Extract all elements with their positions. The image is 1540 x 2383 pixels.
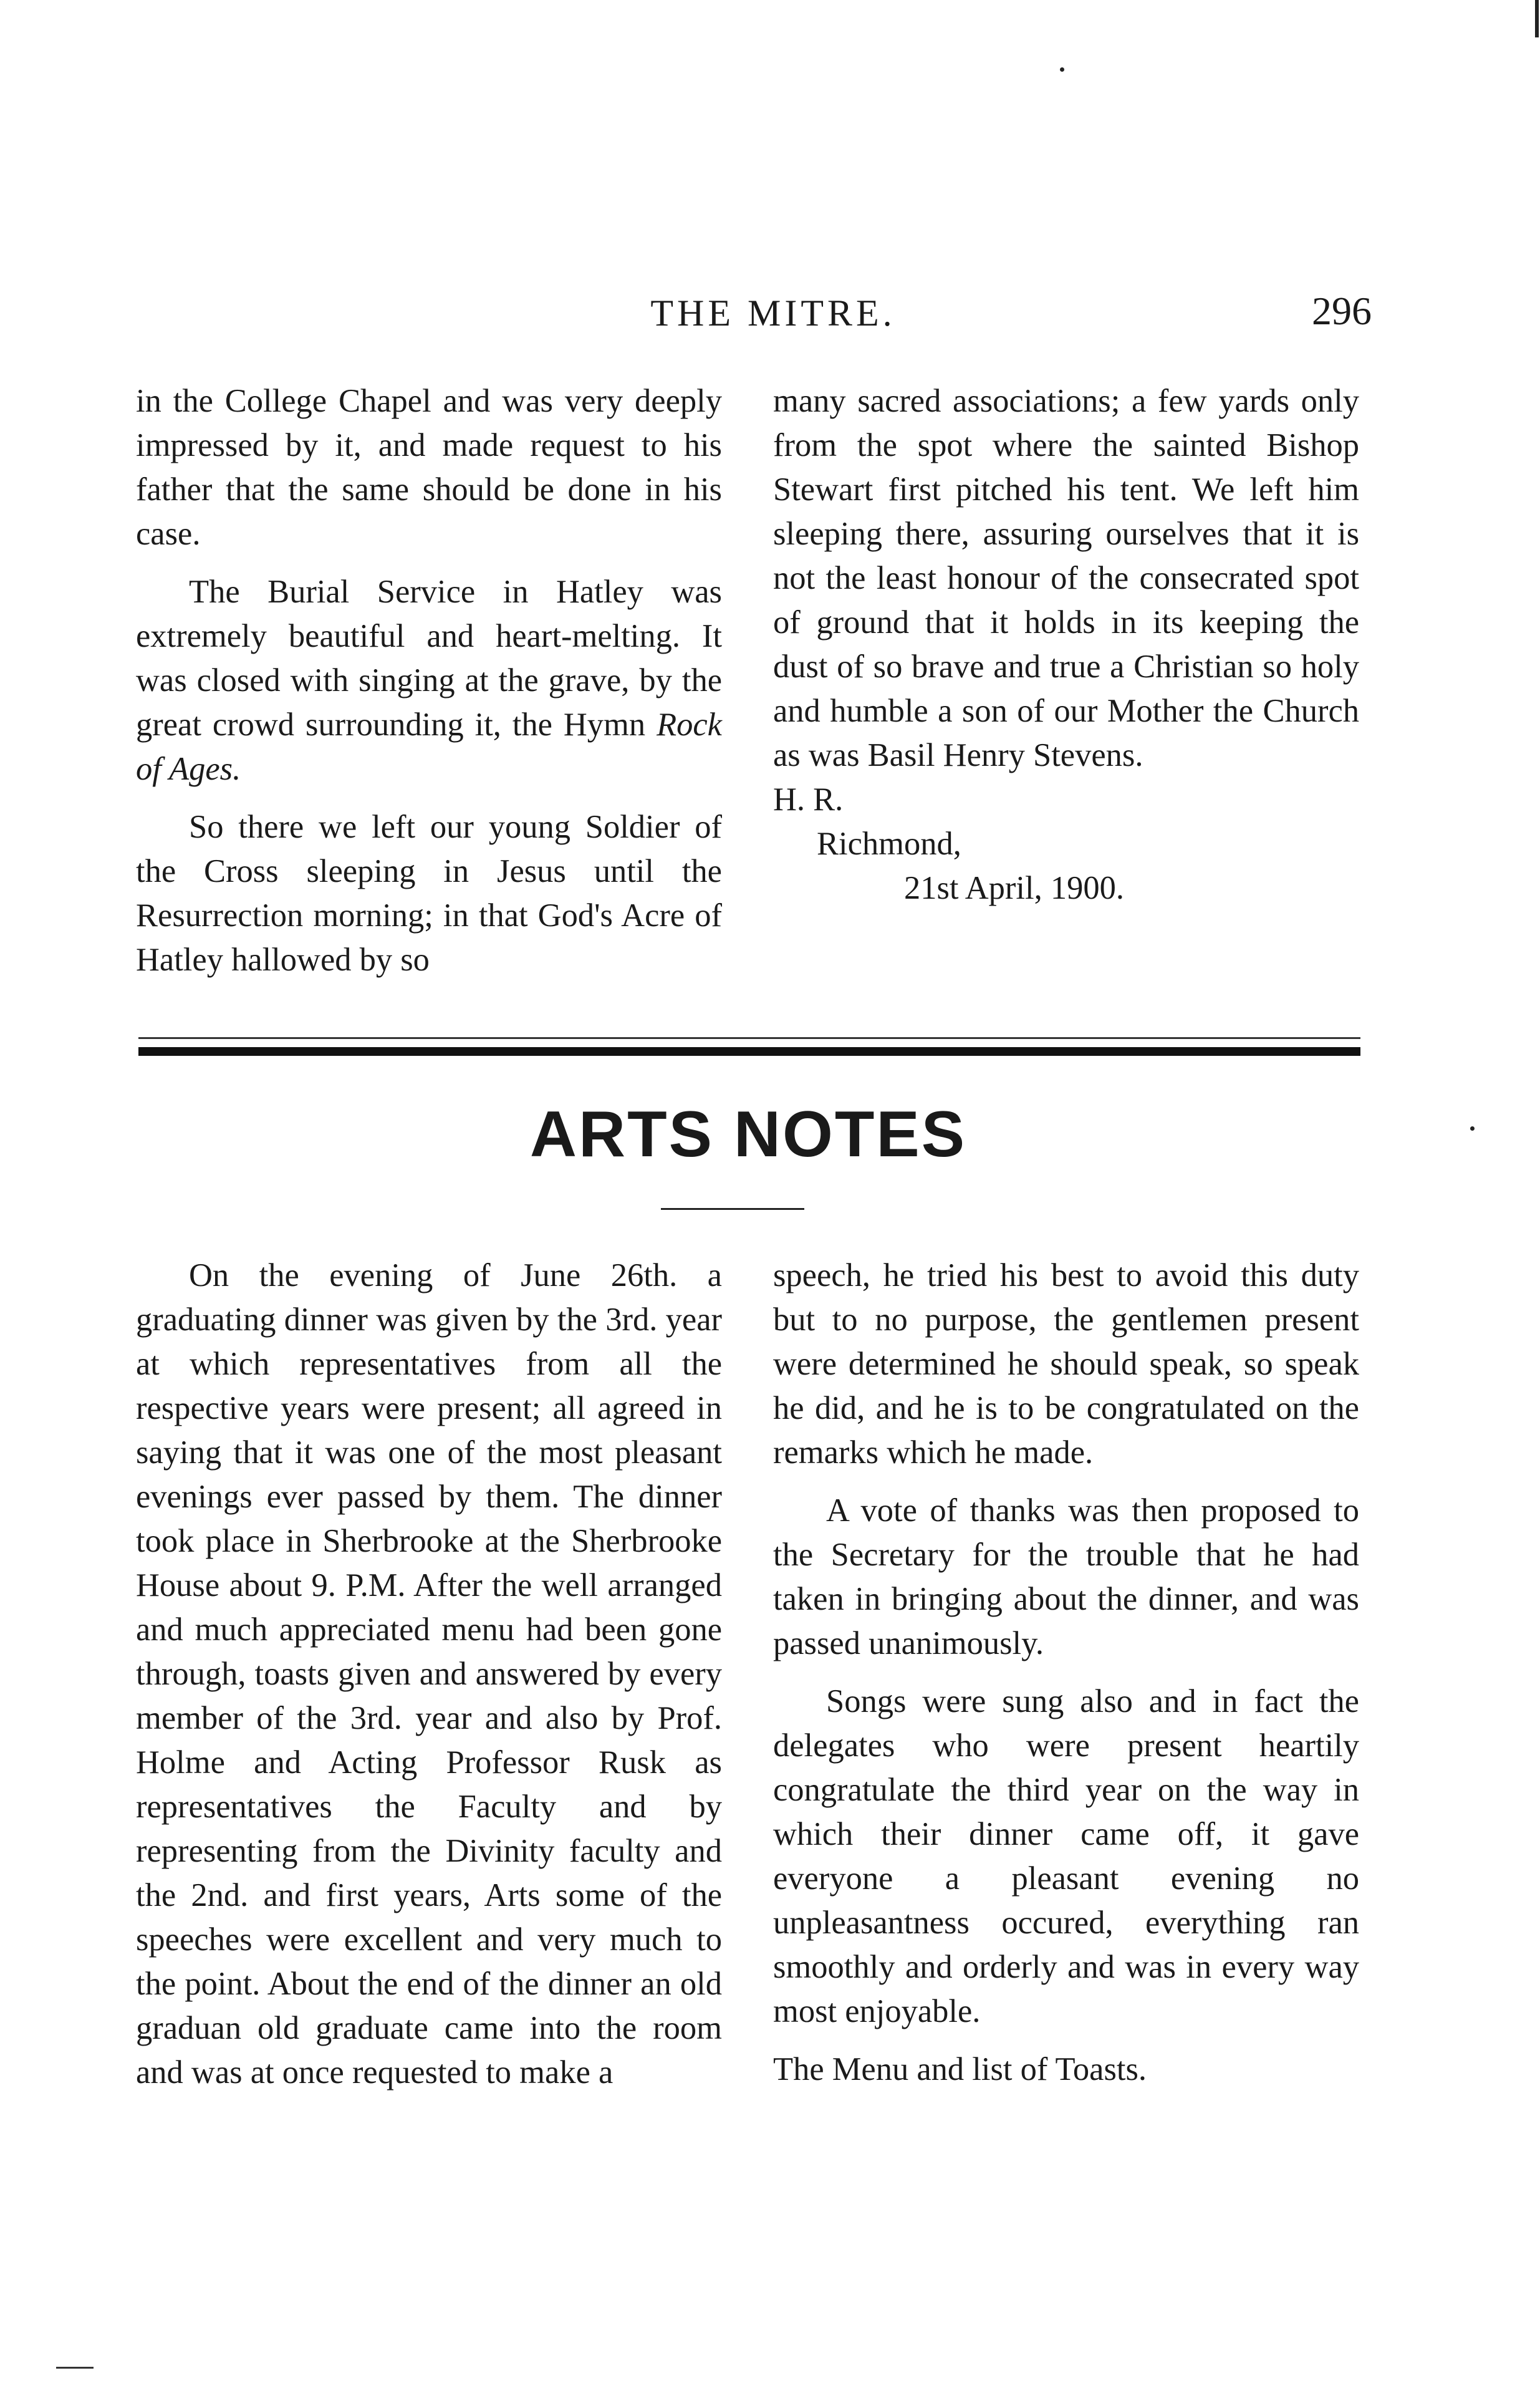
running-header: THE MITRE. (650, 292, 896, 334)
obituary-paragraph-2 (136, 570, 722, 791)
scan-speck (1060, 67, 1064, 72)
arts-notes-left-column (136, 1254, 722, 2095)
page-number: 296 (1312, 289, 1372, 333)
arts-notes-paragraph-1: On the evening of June 26th. a graduating dinner was given by the 3rd. year at which representatives from all the respective years were present; all agreed in saying that it was one of the most pleasant evenings ever passed by them. The dinner took place in Sherbrooke at the Sherbrooke House about 9. P.M. After the well arranged and much appreciated menu had been gone through, toasts given and answered by every member of the 3rd. year and also by Prof. Holme and Acting Professor Rusk as representatives the Faculty and by representing from the Divinity faculty and the 2nd. and first years, Arts some of the speeches were excellent and very much to the point. About the end of the dinner an old graduan old graduate came into the room and was at once requested to make a (136, 1257, 722, 2091)
obituary-right-column (773, 379, 1359, 911)
obituary-left-column (136, 379, 722, 982)
signature: H. R. (773, 781, 844, 818)
section-heading: ARTS NOTES (529, 1098, 967, 1171)
arts-notes-paragraph-4: Songs were sung also and in fact the delegates who were present heartily congratulate the third year on the way in which their dinner came off, it gave everyone a pleasant evening no unpleasantness occured, everything ran smoothly and orderly and was in every way most enjoyable. (773, 1683, 1359, 2029)
heading-rule (661, 1208, 804, 1210)
obituary-paragraph-4: many sacred associations; a few yards only from the spot where the sainted Bishop Stewart first pitched his tent. We left him sleeping there, assuring ourselves that it is not the least honour of the consecrated spot of ground that it holds in its keeping the dust of so brave and true a Christian so holy and humble a son of our Mother the Church as was Basil Henry Stevens. (773, 383, 1359, 773)
arts-notes-right-column (773, 1254, 1359, 2092)
hymn-title: Rock of Ages. (136, 707, 722, 787)
obituary-paragraph-3: So there we left our young Soldier of the Cross sleeping in Jesus until the Resurrection morning; in that God's Acre of Hatley hallowed by so (136, 809, 722, 978)
scan-speck (1470, 1126, 1475, 1131)
section-divider-thin (138, 1037, 1360, 1039)
scan-edge-mark (56, 2367, 94, 2369)
section-divider-thick (138, 1047, 1360, 1056)
obituary-paragraph-1: in the College Chapel and was very deeply impressed by it, and made request to his father that the same should be done in his case. (136, 383, 722, 552)
arts-notes-paragraph-3: A vote of thanks was then proposed to the Secretary for the trouble that he had taken in bringing about the dinner, and was passed unanimously. (773, 1492, 1359, 1661)
obituary-paragraph-2-text: The Burial Service in Hatley was extremely beautiful and heart-melting. It was closed with singing at the grave, by the great crowd surrounding it, the Hymn (136, 574, 722, 743)
dateline-place: Richmond, (817, 826, 961, 862)
scan-edge-mark (1535, 0, 1539, 37)
arts-notes-paragraph-2: speech, he tried his best to avoid this duty but to no purpose, the gentlemen present were determined he should speak, so speak he did, and he is to be congratulated on the remarks which he made. (773, 1257, 1359, 1471)
dateline-date: 21st April, 1900. (904, 870, 1124, 906)
menu-caption: The Menu and list of Toasts. (773, 2051, 1147, 2087)
